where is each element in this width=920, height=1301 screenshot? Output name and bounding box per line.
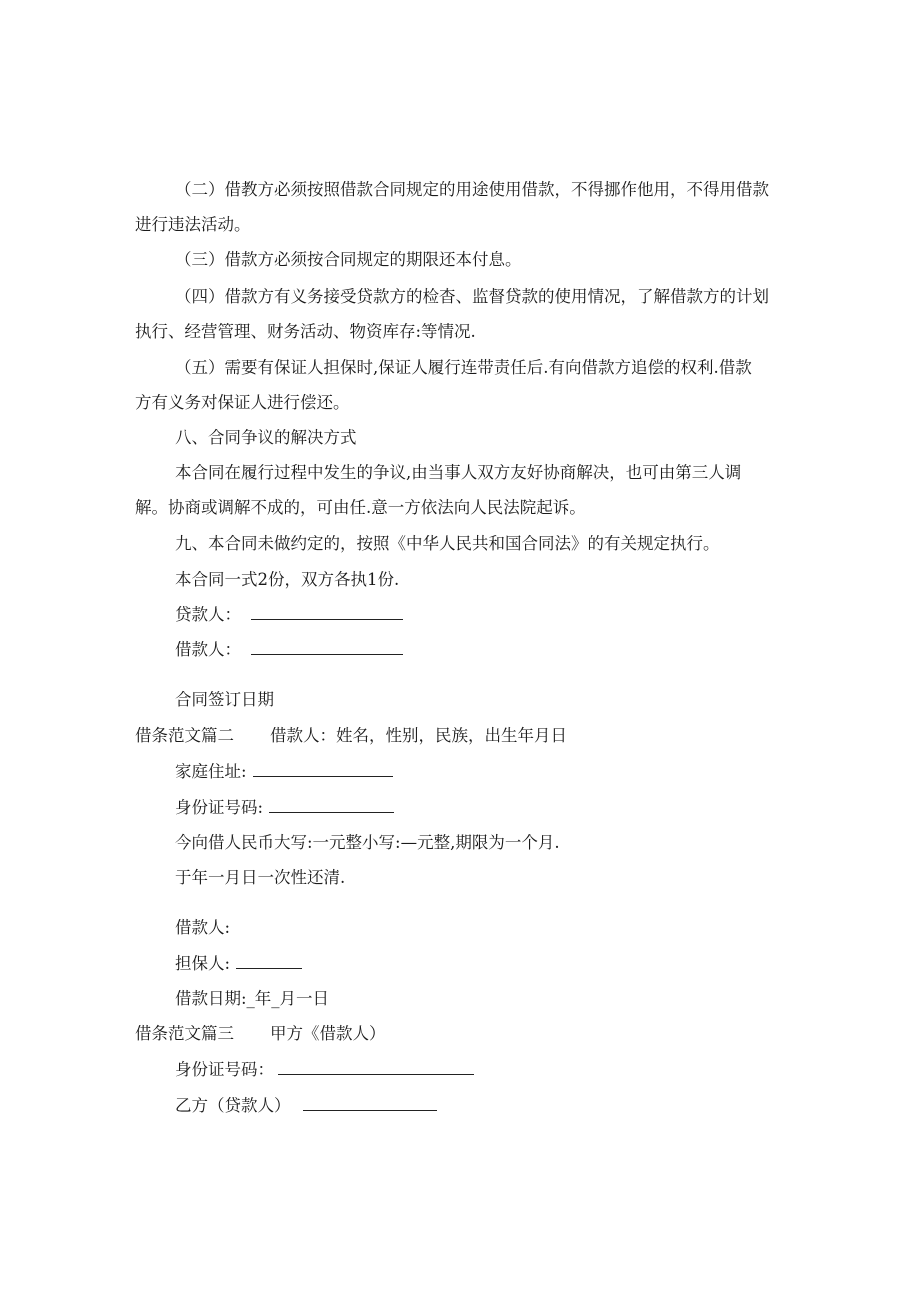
- template-3-heading: 借条范文篇三: [135, 1024, 234, 1043]
- address-blank: [253, 760, 393, 777]
- template-3-header: [135, 1022, 386, 1046]
- loan-date-line: 借款日期:_年_月一日: [175, 989, 330, 1008]
- borrower-label: 借款人：: [175, 640, 241, 659]
- clause-2-line-2: 进行违法活动。: [135, 215, 251, 234]
- loan-amount-statement: 今向借人民币大写:一元整小写:—元整,期限为一个月.: [175, 833, 560, 852]
- clause-5-line-2: 方有义务对保证人进行偿还。: [135, 393, 350, 412]
- copies-statement: 本合同一式2份，双方各执1份.: [175, 570, 400, 589]
- template-3-party-a: 甲方《借款人）: [270, 1024, 386, 1043]
- borrower-blank: [251, 638, 403, 655]
- id-number-blank: [269, 796, 394, 813]
- template-2-borrower-info: 借款人：姓名，性别，民族，出生年月日: [270, 726, 567, 745]
- section-8-title: 八、合同争议的解决方式: [175, 428, 357, 447]
- guarantor-label: 担保人:: [175, 954, 231, 973]
- address-line: [175, 760, 393, 784]
- clause-3: （三）借款方必须按合同规定的期限还本付息。: [175, 250, 522, 269]
- borrower-sign-label: 借款人:: [175, 918, 231, 937]
- template-3-id-line: [175, 1058, 474, 1082]
- lender-label: 贷款人：: [175, 605, 241, 624]
- guarantor-blank: [236, 952, 302, 969]
- template-3-party-b-blank: [303, 1094, 437, 1111]
- id-number-line: [175, 796, 394, 820]
- template-3-id-label: 身份证号码：: [175, 1060, 274, 1079]
- section-9: 九、本合同未做约定的，按照《中华人民共和国合同法》的有关规定执行。: [175, 534, 720, 553]
- guarantor-line: [175, 952, 302, 976]
- id-number-label: 身份证号码:: [175, 798, 264, 817]
- template-3-party-b-line: [175, 1094, 437, 1118]
- signing-date-label: 合同签订日期: [175, 690, 274, 709]
- clause-5-line-1: （五）需要有保证人担保时,保证人履行连带责任后.有向借款方追偿的权利.借款: [175, 358, 752, 377]
- template-3-party-b: 乙方（贷款人）: [175, 1096, 291, 1115]
- borrower-signature-line: [175, 638, 403, 662]
- clause-4-line-2: 执行、经营管理、财务活动、物资库存:等情况.: [135, 322, 476, 341]
- clause-2-line-1: （二）借教方必须按照借款合同规定的用途使用借款，不得挪作他用，不得用借款: [175, 180, 769, 199]
- template-3-id-blank: [278, 1058, 474, 1075]
- section-8-line-2: 解。协商或调解不成的，可由任.意一方依法向人民法院起诉。: [135, 498, 586, 517]
- section-8-line-1: 本合同在履行过程中发生的争议,由当事人双方友好协商解决，也可由第三人调: [175, 463, 742, 482]
- repayment-statement: 于年一月日一次性还清.: [175, 868, 346, 887]
- lender-blank: [251, 603, 403, 620]
- clause-4-line-1: （四）借款方有义务接受贷款方的检杳、监督贷款的使用情况，了解借款方的计划: [175, 287, 769, 306]
- template-2-header: [135, 724, 567, 748]
- template-2-heading: 借条范文篇二: [135, 726, 234, 745]
- address-label: 家庭住址:: [175, 762, 247, 781]
- lender-signature-line: [175, 603, 403, 627]
